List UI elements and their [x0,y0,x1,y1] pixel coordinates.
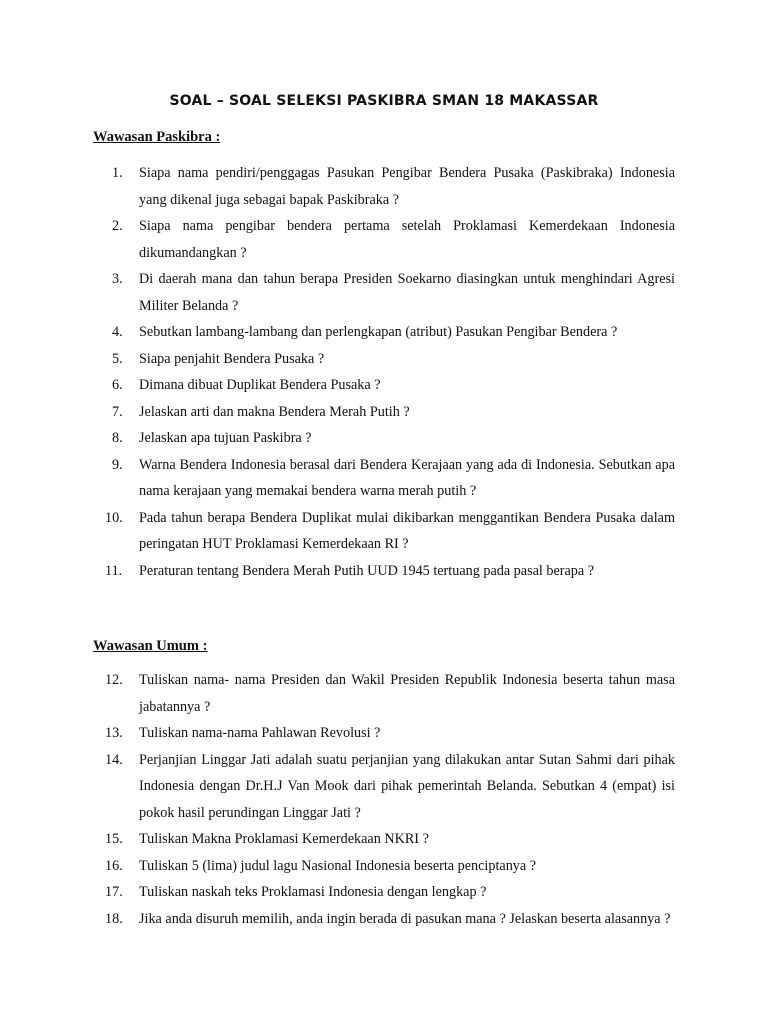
question-text: Tuliskan Makna Proklamasi Kemerdekaan NKRI ? [139,831,429,847]
question-text: Dimana dibuat Duplikat Bendera Pusaka ? [139,377,381,393]
question-item [105,826,675,853]
question-text: Warna Bendera Indonesia berasal dari Bendera Kerajaan yang ada di Indonesia. Sebutkan apa nama kerajaan yang memakai bendera warna merah putih ? [139,456,675,499]
question-number: 10. [105,509,123,526]
question-text: Sebutkan lambang-lambang dan perlengkapan (atribut) Pasukan Pengibar Bendera ? [139,324,618,340]
question-text: Tuliskan naskah teks Proklamasi Indonesia dengan lengkap ? [139,884,487,900]
question-text: Tuliskan nama-nama Pahlawan Revolusi ? [139,725,381,741]
question-number: 5. [112,350,123,367]
question-item [105,853,675,880]
question-number: 11. [105,562,123,579]
question-item [112,372,675,399]
question-item [112,213,675,266]
question-text: Peraturan tentang Bendera Merah Putih UUD 1945 tertuang pada pasal berapa ? [139,562,595,579]
question-number: 16. [105,857,123,874]
question-list-wawasan-umum [105,667,675,932]
question-number: 12. [105,672,123,688]
question-item [105,505,675,558]
question-number: 15. [105,831,123,847]
question-number: 9. [112,456,123,473]
question-item [112,346,675,373]
question-number: 13. [105,725,123,741]
question-number: 7. [112,403,123,420]
question-text: Siapa nama pengibar bendera pertama setelah Proklamasi Kemerdekaan Indonesia dikumandangkan ? [139,218,675,261]
question-item [112,452,675,505]
question-item [112,399,675,426]
question-text: Jelaskan arti dan makna Bendera Merah Putih ? [139,403,410,420]
question-text: Di daerah mana dan tahun berapa Presiden Soekarno diasingkan untuk menghindari Agresi Militer Belanda ? [139,271,675,314]
question-number: 1. [112,165,123,181]
question-number: 3. [112,271,123,287]
question-item [105,558,675,585]
question-item [105,906,675,933]
question-text: Jelaskan apa tujuan Paskibra ? [139,430,312,446]
question-text: Siapa penjahit Bendera Pusaka ? [139,350,325,367]
question-text: Jika anda disuruh memilih, anda ingin berada di pasukan mana ? Jelaskan beserta alasannya ? [139,910,671,927]
question-item [112,160,675,213]
question-text: Siapa nama pendiri/penggagas Pasukan Pengibar Bendera Pusaka (Paskibraka) Indonesia yang dikenal juga sebagai bapak Paskibraka ? [139,165,675,208]
question-item [105,879,675,906]
question-item [112,266,675,319]
section-heading-wawasan-umum: Wawasan Umum : [93,638,208,654]
question-item [105,747,675,827]
question-text: Perjanjian Linggar Jati adalah suatu perjanjian yang dilakukan antar Sutan Sahmi dari pihak Indonesia dengan Dr.H.J Van Mook dari pihak pemerintah Belanda. Sebutkan 4 (empat) isi pokok hasil perundingan Linggar Jati ? [139,751,675,821]
question-text: Pada tahun berapa Bendera Duplikat mulai dikibarkan menggantikan Bendera Pusaka dalam peringatan HUT Proklamasi Kemerdekaan RI ? [139,509,675,552]
section-heading-wawasan-paskibra: Wawasan Paskibra : [93,129,221,145]
question-list-wawasan-paskibra [105,160,675,584]
question-text: Tuliskan 5 (lima) judul lagu Nasional Indonesia beserta penciptanya ? [139,857,537,874]
question-number: 2. [112,218,123,234]
question-item [112,319,675,346]
question-number: 4. [112,324,123,340]
question-number: 8. [112,430,123,446]
question-number: 6. [112,377,123,393]
question-item [112,425,675,452]
question-number: 18. [105,910,123,927]
question-item [105,667,675,720]
question-text: Tuliskan nama- nama Presiden dan Wakil Presiden Republik Indonesia beserta tahun masa jabatannya ? [139,672,675,715]
question-item [105,720,675,747]
question-number: 14. [105,751,123,768]
document-title: SOAL – SOAL SELEKSI PASKIBRA SMAN 18 MAKASSAR [169,93,599,109]
question-number: 17. [105,884,123,900]
